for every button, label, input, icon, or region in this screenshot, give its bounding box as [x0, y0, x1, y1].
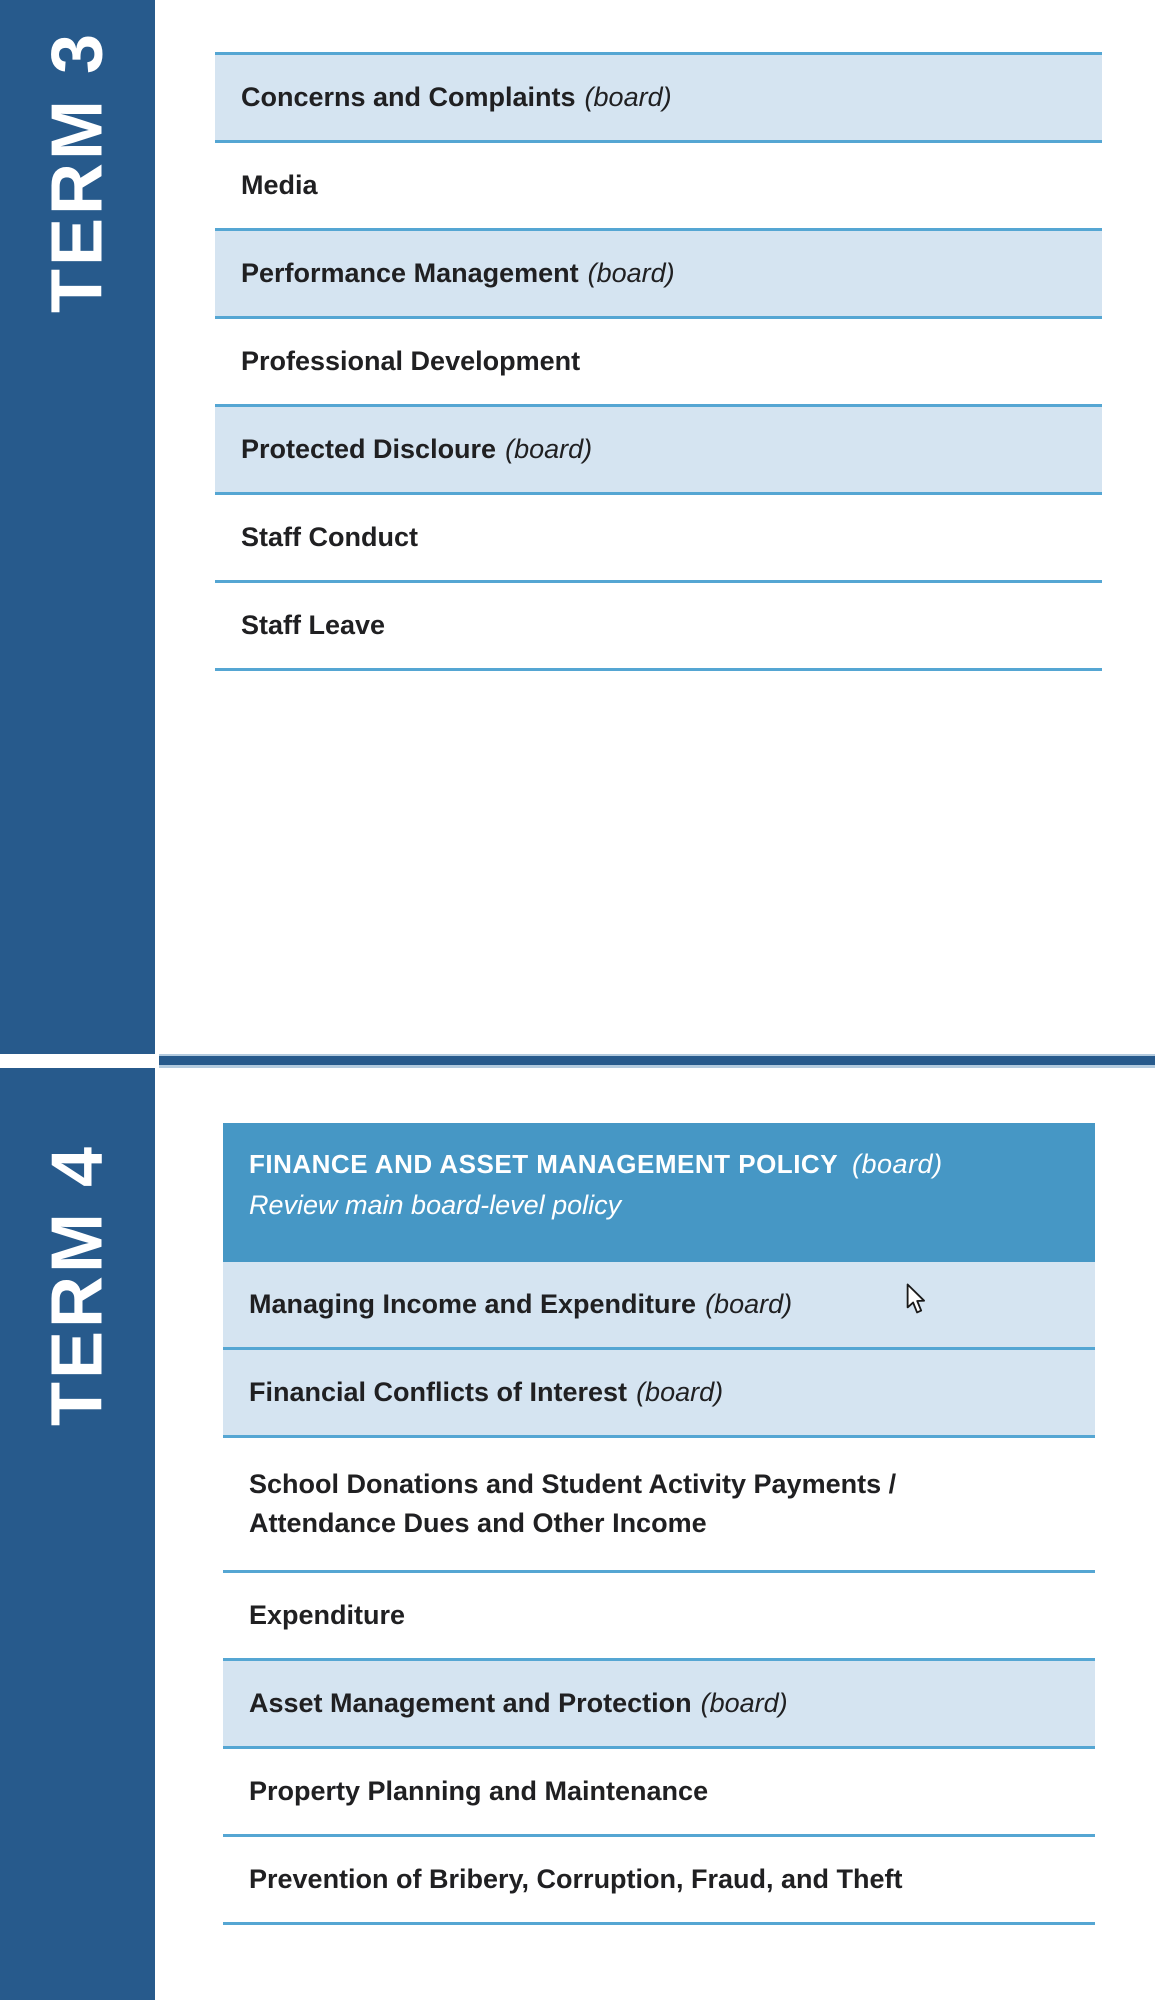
term4-label: TERM 4 [37, 1143, 118, 1427]
item-label: Expenditure [249, 1599, 406, 1630]
section-divider-bar [159, 1054, 1155, 1068]
board-tag: (board) [852, 1149, 943, 1179]
list-item[interactable] [215, 583, 1102, 671]
finance-policy-header[interactable] [223, 1123, 1095, 1262]
item-board-tag: (board) [700, 1687, 788, 1718]
item-label: Professional Development [241, 345, 581, 376]
item-label: Performance Management [241, 257, 579, 288]
item-label: Asset Management and Protection [249, 1687, 692, 1718]
list-item[interactable] [223, 1749, 1095, 1837]
mouse-cursor [903, 1283, 929, 1315]
list-item[interactable] [215, 319, 1102, 407]
item-label: Concerns and Complaints [241, 81, 576, 112]
list-item[interactable] [223, 1661, 1095, 1749]
term3-label: TERM 3 [37, 30, 118, 314]
list-item[interactable] [223, 1262, 1095, 1350]
list-item[interactable] [223, 1438, 1095, 1573]
item-label: Property Planning and Maintenance [249, 1775, 709, 1806]
item-board-tag: (board) [636, 1376, 724, 1407]
item-label: Managing Income and Expenditure [249, 1288, 697, 1319]
list-item[interactable] [215, 143, 1102, 231]
list-item[interactable] [223, 1350, 1095, 1438]
item-board-tag: (board) [584, 81, 672, 112]
finance-policy-subtitle: Review main board-level policy [249, 1190, 622, 1220]
term4-policy-list [223, 1262, 1095, 1925]
list-item[interactable] [223, 1837, 1095, 1925]
list-item[interactable] [215, 55, 1102, 143]
item-board-tag: (board) [705, 1288, 793, 1319]
term3-policy-list [215, 52, 1102, 671]
list-item[interactable] [215, 495, 1102, 583]
item-board-tag: (board) [505, 433, 593, 464]
list-item[interactable] [215, 407, 1102, 495]
item-label: Staff Conduct [241, 521, 418, 552]
finance-policy-title: FINANCE AND ASSET MANAGEMENT POLICY [249, 1149, 839, 1179]
finance-policy-title-line [249, 1149, 1069, 1180]
item-label: Prevention of Bribery, Corruption, Fraud, and Theft [249, 1863, 903, 1894]
item-label: Media [241, 169, 318, 200]
item-label: Staff Leave [241, 609, 386, 640]
item-label: School Donations and Student Activity Payments / Attendance Dues and Other Income [249, 1468, 897, 1538]
item-label: Financial Conflicts of Interest [249, 1376, 628, 1407]
list-item[interactable] [223, 1573, 1095, 1661]
list-item[interactable] [215, 231, 1102, 319]
item-label: Protected Discloure [241, 433, 497, 464]
item-board-tag: (board) [587, 257, 675, 288]
